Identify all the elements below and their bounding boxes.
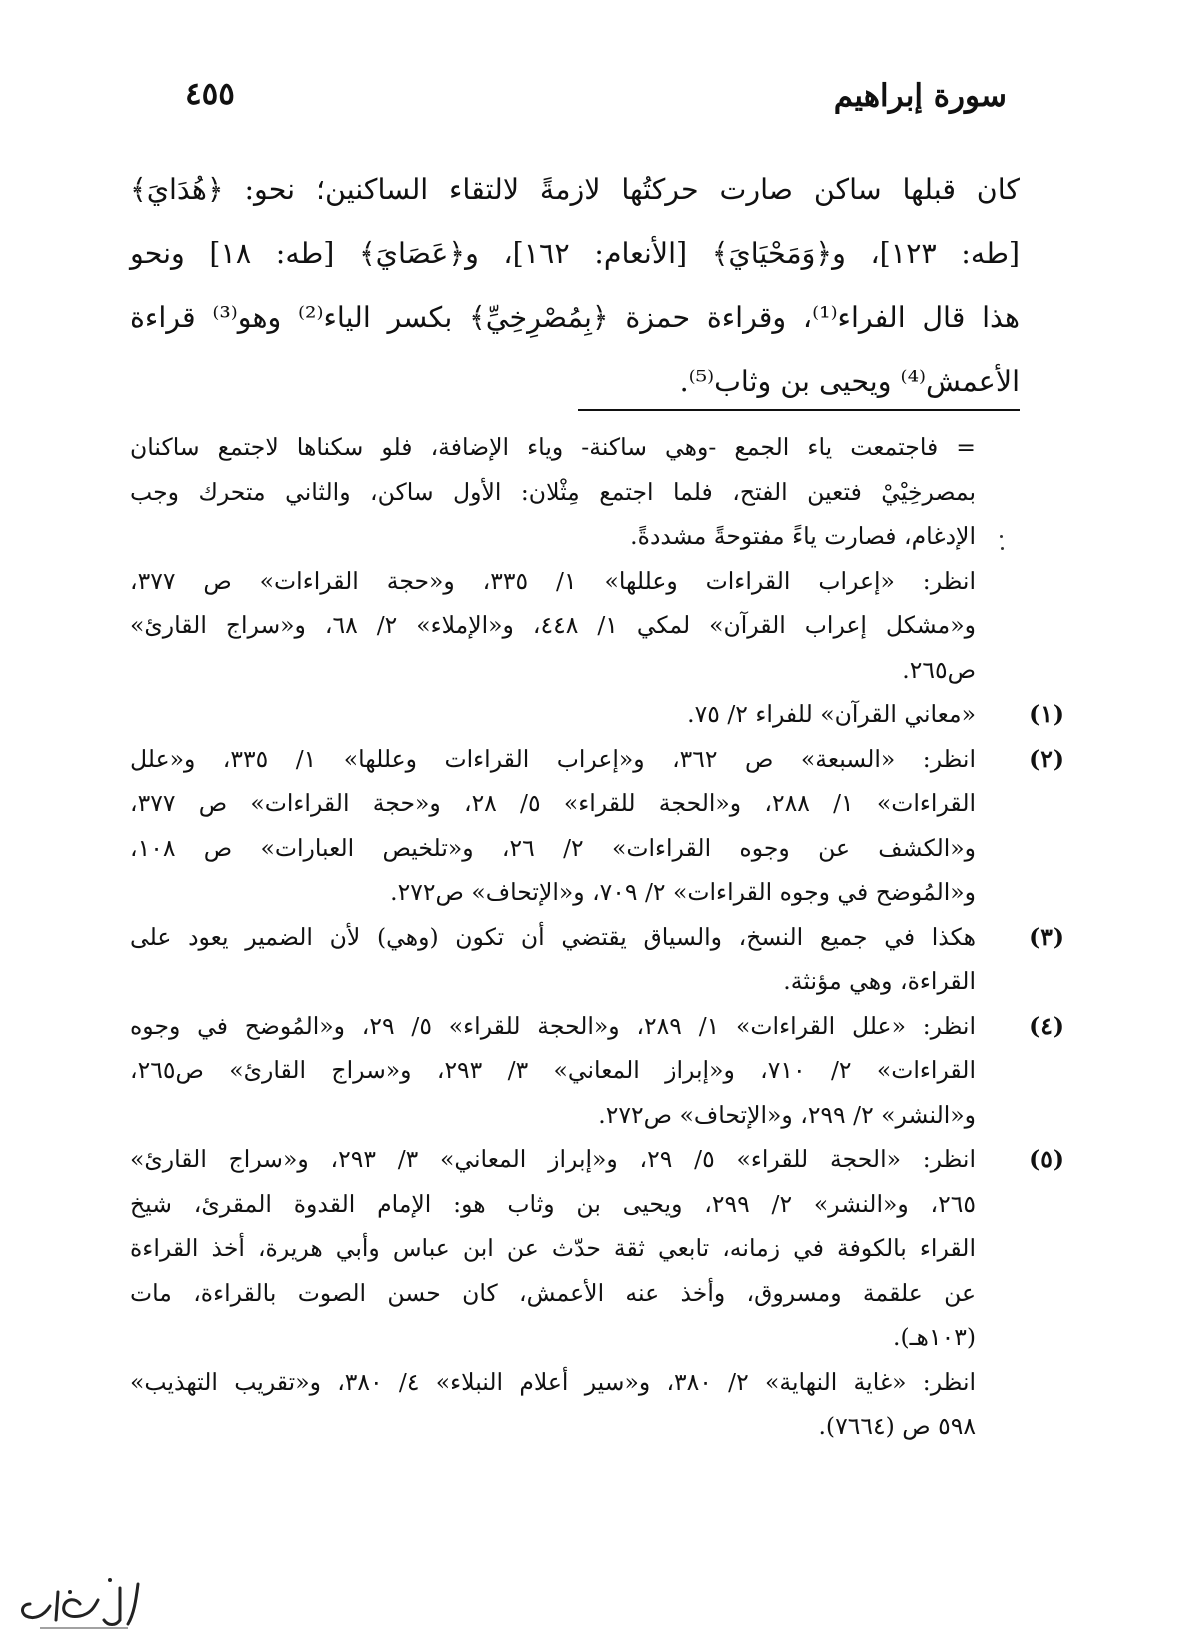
footnote-line: و«المُوضح في وجوه القراءات» ٢/ ٧٠٩، و«الإتحاف» ص٢٧٢. bbox=[390, 878, 976, 906]
footnote-line: انظر: «إعراب القراءات وعللها» ١/ ٣٣٥، و«حجة القراءات» ص ٣٧٧، bbox=[130, 566, 977, 595]
footnote-line: ٢٦٥، و«النشر» ٢/ ٢٩٩، ويحيى بن وثاب هو: الإمام القدوة المقرئ، شيخ bbox=[130, 1189, 976, 1218]
footnote-number: (٤) bbox=[1029, 1011, 1064, 1040]
footnote-line: انظر: «الحجة للقراء» ٥/ ٢٩، و«إبراز المعاني» ٣/ ٢٩٣، و«سراج القارئ» bbox=[130, 1145, 976, 1173]
footnote-line: بمصرخِيْيْ فتعين الفتح، فلما اجتمع مِثْلان: الأول ساكن، والثاني متحرك وجب bbox=[130, 477, 976, 506]
footnote-number: (٢) bbox=[1029, 744, 1064, 773]
footnote-line: هكذا في جميع النسخ، والسياق يقتضي أن تكون (وهي) لأن الضمير يعود على bbox=[130, 922, 976, 951]
footnote-line: ص٢٦٥. bbox=[902, 655, 976, 684]
page-number: ٤٥٥ bbox=[185, 76, 235, 112]
footnotes bbox=[130, 425, 1064, 1449]
main-text-line: الأعمش⁽⁴⁾ ويحيى بن وثاب⁽⁵⁾. bbox=[679, 365, 1020, 398]
footnote-line: عن علقمة ومسروق، وأخذ عنه الأعمش، كان حسن الصوت بالقراءة، مات bbox=[130, 1278, 976, 1307]
footnote-3 bbox=[130, 915, 1064, 1004]
main-text bbox=[130, 158, 1020, 414]
footnote-line: «معاني القرآن» للفراء ٢/ ٧٥. bbox=[687, 700, 976, 728]
main-text-line: هذا قال الفراء⁽¹⁾، وقراءة حمزة ﴿بِمُصْرِخِيِّ﴾ بكسر الياء⁽²⁾ وهو⁽³⁾ قراءة bbox=[130, 301, 1020, 334]
footnote-line: ٥٩٨ ص (٧٦٦٤). bbox=[818, 1412, 976, 1440]
footnote-separator bbox=[578, 409, 1020, 411]
footnote-line: القراءة، وهي مؤنثة. bbox=[783, 967, 976, 995]
footnote-1 bbox=[130, 692, 1064, 737]
footnote-line: القراءات» ٢/ ٧١٠، و«إبراز المعاني» ٣/ ٢٩٣، و«سراج القارئ» ص٢٦٥، bbox=[130, 1056, 976, 1084]
footnote-line: = فاجتمعت ياء الجمع -وهي ساكنة- وياء الإضافة، فلو سكناها لاجتمع ساكنان bbox=[130, 433, 976, 461]
footnote-number: (١) bbox=[1029, 700, 1064, 728]
footnote-line: القراءات» ١/ ٢٨٨، و«الحجة للقراء» ٥/ ٢٨، و«حجة القراءات» ص ٣٧٧، bbox=[130, 789, 977, 817]
footnote-4 bbox=[130, 1004, 1064, 1138]
footnote-5 bbox=[130, 1137, 1064, 1449]
main-text-line: [طه: ١٢٣]، و﴿وَمَحْيَايَ﴾ [الأنعام: ١٦٢]، و﴿عَصَايَ﴾ [طه: ١٨] ونحو bbox=[130, 237, 1020, 270]
footnote-line: انظر: «علل القراءات» ١/ ٢٨٩، و«الحجة للقراء» ٥/ ٢٩، و«المُوضح في وجوه bbox=[130, 1011, 976, 1040]
surah-title: سورة إبراهيم bbox=[833, 78, 1007, 114]
main-text-line: كان قبلها ساكن صارت حركتُها لازمةً لالتقاء الساكنين؛ نحو: ﴿هُدَايَ﴾ bbox=[130, 173, 1020, 206]
footnote-line: الإدغام، فصارت ياءً مفتوحةً مشددةً. bbox=[630, 522, 976, 550]
page-header bbox=[185, 78, 1007, 128]
footnote-2 bbox=[130, 737, 1064, 915]
footnote-continuation bbox=[130, 425, 1020, 692]
footnote-line: و«الكشف عن وجوه القراءات» ٢/ ٢٦، و«تلخيص العبارات» ص ١٠٨، bbox=[130, 833, 976, 862]
footnote-number: (٥) bbox=[1029, 1145, 1064, 1173]
footnote-line: انظر: «السبعة» ص ٣٦٢، و«إعراب القراءات وعللها» ١/ ٣٣٥، و«علل bbox=[130, 744, 977, 773]
footnote-line: (١٠٣هـ). bbox=[893, 1323, 976, 1351]
footnote-line: و«مشكل إعراب القرآن» لمكي ١/ ٤٤٨، و«الإملاء» ٢/ ٦٨، و«سراج القارئ» bbox=[130, 611, 976, 639]
footnote-number: (٣) bbox=[1029, 922, 1064, 951]
footnote-line: القراء بالكوفة في زمانه، تابعي ثقة حدّث عن ابن عباس وأبي هريرة، أخذ القراءة bbox=[130, 1234, 976, 1262]
publisher-logo bbox=[10, 1570, 150, 1640]
footnote-line: و«النشر» ٢/ ٢٩٩، و«الإتحاف» ص٢٧٢. bbox=[598, 1100, 976, 1129]
footnote-line: انظر: «غاية النهاية» ٢/ ٣٨٠، و«سير أعلام النبلاء» ٤/ ٣٨٠، و«تقريب التهذيب» bbox=[130, 1367, 977, 1396]
